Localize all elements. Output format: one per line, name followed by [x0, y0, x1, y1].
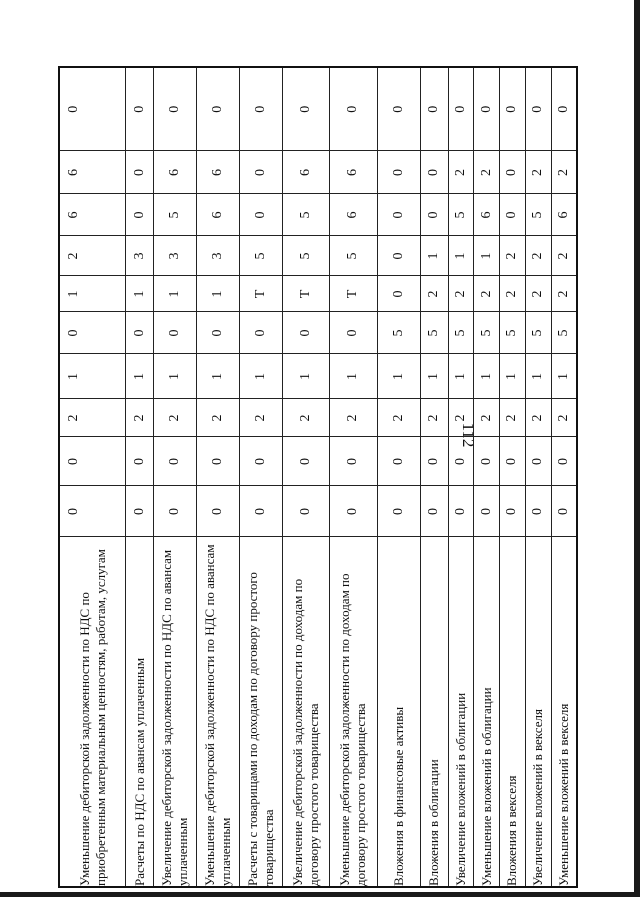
code-digit-cell: 5 — [283, 236, 330, 276]
code-digit-cell: 0 — [240, 67, 283, 151]
code-digit-cell: 2 — [500, 236, 526, 276]
code-digit-cell: 5 — [240, 236, 283, 276]
code-digit-cell: 1 — [59, 276, 126, 312]
table-row — [448, 67, 474, 887]
code-digit-cell: 1 — [197, 276, 240, 312]
code-digit-cell: 2 — [525, 236, 551, 276]
code-digit-cell: 1 — [551, 354, 577, 399]
table-body — [59, 67, 577, 887]
code-digit-cell: 0 — [377, 194, 420, 236]
code-digit-cell: 2 — [525, 151, 551, 194]
code-digit-cell: 0 — [420, 67, 448, 151]
code-digit-cell: 3 — [154, 236, 197, 276]
code-digit-cell: 0 — [420, 486, 448, 537]
code-digit-cell: 2 — [377, 399, 420, 437]
code-digit-cell: 0 — [126, 67, 154, 151]
code-digit-cell: 1 — [377, 354, 420, 399]
code-digit-cell: 6 — [551, 194, 577, 236]
code-digit-cell: 0 — [126, 312, 154, 354]
code-digit-cell: 2 — [551, 236, 577, 276]
code-digit-cell: 2 — [420, 399, 448, 437]
code-digit-cell: 0 — [420, 194, 448, 236]
table-row — [551, 67, 577, 887]
code-digit-cell: 2 — [525, 276, 551, 312]
code-digit-cell: 1 — [59, 354, 126, 399]
code-digit-cell: 0 — [197, 437, 240, 486]
code-digit-cell: 1 — [154, 276, 197, 312]
table-row — [330, 67, 377, 887]
code-digit-cell: 0 — [500, 151, 526, 194]
code-digit-cell: 2 — [474, 151, 500, 194]
code-digit-cell: 2 — [525, 399, 551, 437]
row-label: Увеличение вложений в облигации — [448, 537, 474, 887]
code-digit-cell: 0 — [377, 151, 420, 194]
scan-edge-bottom — [0, 892, 640, 897]
row-label: Расчеты с товарищами по доходам по договору простого товарищества — [240, 537, 283, 887]
scan-edge-right — [634, 0, 640, 897]
code-digit-cell: 1 — [330, 354, 377, 399]
code-digit-cell: 2 — [448, 399, 474, 437]
code-digit-cell: 0 — [551, 437, 577, 486]
code-digit-cell: 0 — [59, 67, 126, 151]
table-row — [420, 67, 448, 887]
code-digit-cell: 0 — [154, 312, 197, 354]
code-digit-cell: 0 — [551, 67, 577, 151]
code-digit-cell: 1 — [448, 236, 474, 276]
code-digit-cell: 0 — [525, 67, 551, 151]
code-digit-cell: 1 — [126, 276, 154, 312]
code-digit-cell: 2 — [448, 276, 474, 312]
code-digit-cell: 0 — [197, 67, 240, 151]
code-digit-cell: 0 — [500, 437, 526, 486]
code-digit-cell: 2 — [551, 276, 577, 312]
code-digit-cell: 2 — [551, 151, 577, 194]
code-digit-cell: 0 — [420, 151, 448, 194]
code-digit-cell: 5 — [448, 312, 474, 354]
code-digit-cell: 0 — [197, 312, 240, 354]
code-digit-cell: 1 — [448, 354, 474, 399]
table-row — [377, 67, 420, 887]
code-digit-cell: Т — [240, 276, 283, 312]
code-digit-cell: 1 — [240, 354, 283, 399]
row-label: Уменьшение дебиторской задолженности по НДС по авансам уплаченным — [197, 537, 240, 887]
code-digit-cell: 1 — [474, 236, 500, 276]
code-digit-cell: 2 — [500, 276, 526, 312]
code-digit-cell: 1 — [525, 354, 551, 399]
row-label: Уменьшение дебиторской задолженности по доходам по договору простого товарищества — [330, 537, 377, 887]
code-digit-cell: 0 — [330, 67, 377, 151]
code-digit-cell: 0 — [525, 437, 551, 486]
table-row — [474, 67, 500, 887]
code-digit-cell: 5 — [154, 194, 197, 236]
table-row — [500, 67, 526, 887]
code-digit-cell: 0 — [377, 276, 420, 312]
code-digit-cell: 0 — [59, 486, 126, 537]
code-digit-cell: 5 — [283, 194, 330, 236]
table-row — [197, 67, 240, 887]
code-digit-cell: 0 — [377, 236, 420, 276]
code-digit-cell: 1 — [126, 354, 154, 399]
code-digit-cell: 2 — [330, 399, 377, 437]
code-digit-cell: 6 — [59, 151, 126, 194]
code-digit-cell: 2 — [474, 399, 500, 437]
account-code-table-wrapper — [58, 68, 578, 888]
row-label: Увеличение дебиторской задолженности по доходам по договору простого товарищества — [283, 537, 330, 887]
code-digit-cell: 0 — [448, 486, 474, 537]
code-digit-cell: 0 — [59, 312, 126, 354]
row-label: Увеличение дебиторской задолженности по НДС по авансам уплаченным — [154, 537, 197, 887]
code-digit-cell: 0 — [240, 151, 283, 194]
code-digit-cell: 0 — [59, 437, 126, 486]
code-digit-cell: 0 — [283, 312, 330, 354]
code-digit-cell: Т — [283, 276, 330, 312]
code-digit-cell: 3 — [126, 236, 154, 276]
code-digit-cell: 6 — [197, 151, 240, 194]
code-digit-cell: 0 — [448, 67, 474, 151]
code-digit-cell: 5 — [551, 312, 577, 354]
table-row — [240, 67, 283, 887]
code-digit-cell: 0 — [377, 67, 420, 151]
code-digit-cell: 6 — [474, 194, 500, 236]
code-digit-cell: 2 — [420, 276, 448, 312]
code-digit-cell: 0 — [126, 437, 154, 486]
code-digit-cell: 2 — [59, 236, 126, 276]
code-digit-cell: 1 — [154, 354, 197, 399]
code-digit-cell: 0 — [551, 486, 577, 537]
code-digit-cell: 0 — [474, 437, 500, 486]
code-digit-cell: 0 — [197, 486, 240, 537]
code-digit-cell: 0 — [126, 194, 154, 236]
code-digit-cell: 6 — [154, 151, 197, 194]
code-digit-cell: Т — [330, 276, 377, 312]
account-code-table — [58, 66, 578, 888]
table-row — [59, 67, 126, 887]
code-digit-cell: 5 — [420, 312, 448, 354]
code-digit-cell: 1 — [283, 354, 330, 399]
code-digit-cell: 6 — [283, 151, 330, 194]
code-digit-cell: 5 — [330, 236, 377, 276]
code-digit-cell: 0 — [448, 437, 474, 486]
code-digit-cell: 0 — [500, 67, 526, 151]
code-digit-cell: 0 — [283, 67, 330, 151]
code-digit-cell: 0 — [240, 486, 283, 537]
code-digit-cell: 0 — [474, 67, 500, 151]
code-digit-cell: 0 — [240, 437, 283, 486]
code-digit-cell: 0 — [330, 312, 377, 354]
table-row — [154, 67, 197, 887]
code-digit-cell: 2 — [197, 399, 240, 437]
row-label: Вложения в облигации — [420, 537, 448, 887]
row-label: Уменьшение вложений в векселя — [551, 537, 577, 887]
code-digit-cell: 2 — [474, 276, 500, 312]
code-digit-cell: 2 — [126, 399, 154, 437]
code-digit-cell: 0 — [240, 312, 283, 354]
code-digit-cell: 2 — [448, 151, 474, 194]
code-digit-cell: 6 — [330, 194, 377, 236]
code-digit-cell: 0 — [283, 437, 330, 486]
row-label: Расчеты по НДС по авансам уплаченным — [126, 537, 154, 887]
code-digit-cell: 5 — [448, 194, 474, 236]
code-digit-cell: 5 — [525, 312, 551, 354]
code-digit-cell: 1 — [474, 354, 500, 399]
code-digit-cell: 5 — [525, 194, 551, 236]
code-digit-cell: 3 — [197, 236, 240, 276]
code-digit-cell: 1 — [420, 236, 448, 276]
table-row — [126, 67, 154, 887]
row-label: Уменьшение дебиторской задолженности по НДС по приобретенным материальным ценностям, работам, услугам — [59, 537, 126, 887]
row-label: Вложения в финансовые активы — [377, 537, 420, 887]
code-digit-cell: 5 — [474, 312, 500, 354]
row-label: Увеличение вложений в векселя — [525, 537, 551, 887]
code-digit-cell: 0 — [420, 437, 448, 486]
code-digit-cell: 6 — [59, 194, 126, 236]
code-digit-cell: 0 — [126, 486, 154, 537]
code-digit-cell: 2 — [59, 399, 126, 437]
row-label: Вложения в векселя — [500, 537, 526, 887]
code-digit-cell: 5 — [377, 312, 420, 354]
code-digit-cell: 0 — [154, 437, 197, 486]
code-digit-cell: 0 — [283, 486, 330, 537]
code-digit-cell: 0 — [154, 67, 197, 151]
page-number: 112 — [459, 422, 478, 448]
code-digit-cell: 0 — [500, 486, 526, 537]
row-label: Уменьшение вложений в облигации — [474, 537, 500, 887]
code-digit-cell: 6 — [197, 194, 240, 236]
code-digit-cell: 2 — [240, 399, 283, 437]
code-digit-cell: 2 — [154, 399, 197, 437]
code-digit-cell: 0 — [377, 437, 420, 486]
code-digit-cell: 0 — [330, 486, 377, 537]
code-digit-cell: 0 — [126, 151, 154, 194]
code-digit-cell: 1 — [420, 354, 448, 399]
code-digit-cell: 1 — [197, 354, 240, 399]
code-digit-cell: 0 — [154, 486, 197, 537]
code-digit-cell: 0 — [500, 194, 526, 236]
code-digit-cell: 0 — [474, 486, 500, 537]
table-row — [283, 67, 330, 887]
code-digit-cell: 6 — [330, 151, 377, 194]
code-digit-cell: 0 — [330, 437, 377, 486]
code-digit-cell: 2 — [551, 399, 577, 437]
table-row — [525, 67, 551, 887]
code-digit-cell: 5 — [500, 312, 526, 354]
code-digit-cell: 2 — [283, 399, 330, 437]
code-digit-cell: 0 — [240, 194, 283, 236]
code-digit-cell: 0 — [377, 486, 420, 537]
code-digit-cell: 0 — [525, 486, 551, 537]
code-digit-cell: 2 — [500, 399, 526, 437]
code-digit-cell: 1 — [500, 354, 526, 399]
